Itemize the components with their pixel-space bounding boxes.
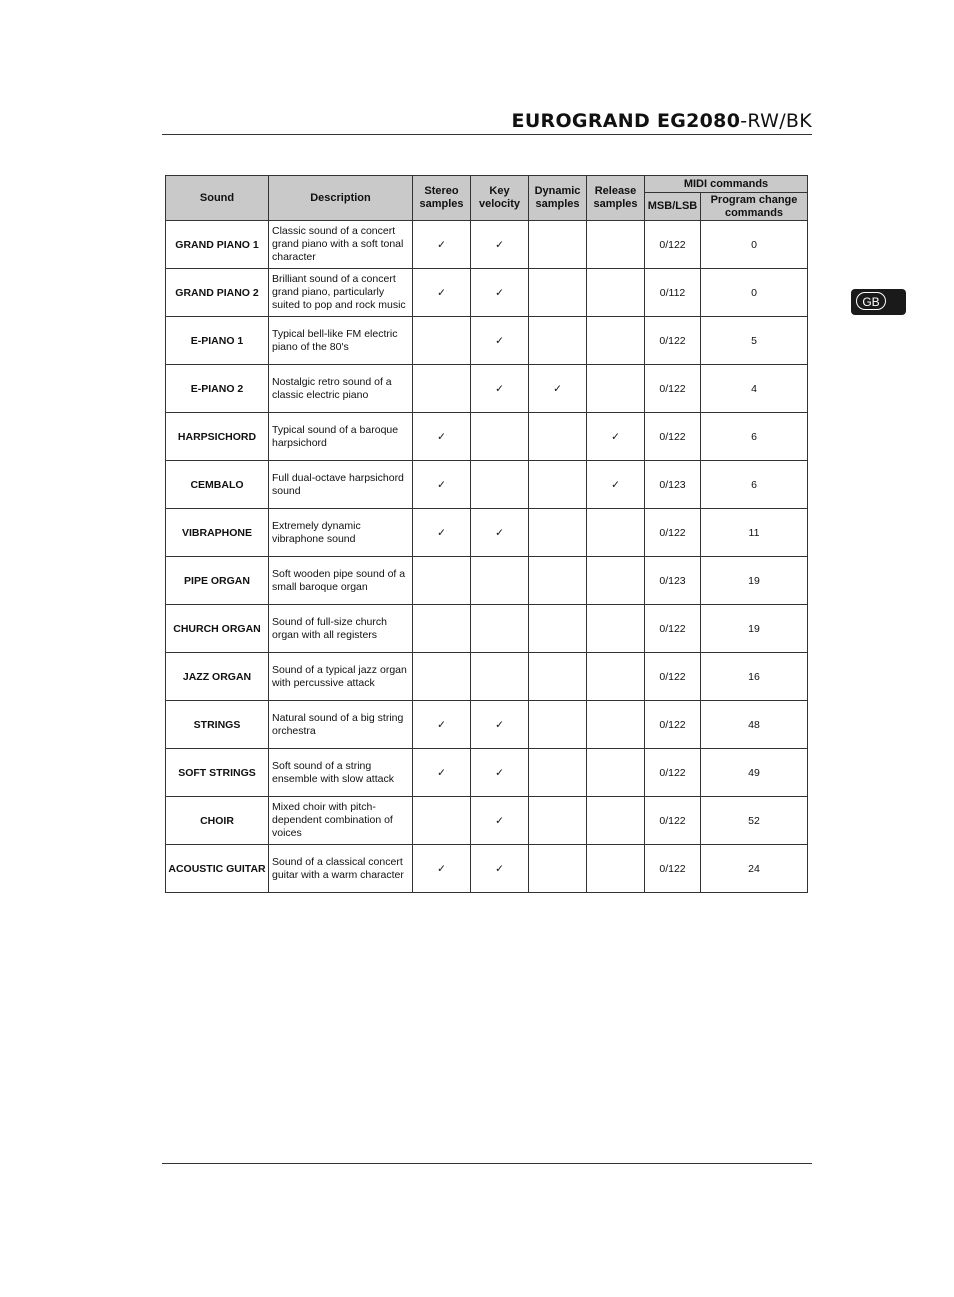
dynamic-check-cell bbox=[529, 797, 587, 845]
header-stereo-samples: Stereo samples bbox=[413, 176, 471, 221]
program-change-cell: 0 bbox=[701, 269, 808, 317]
msb-lsb-cell: 0/122 bbox=[645, 701, 701, 749]
table-row bbox=[166, 365, 808, 413]
stereo-check-cell bbox=[413, 845, 471, 893]
check-mark-icon: ✓ bbox=[611, 430, 620, 443]
check-mark-icon: ✓ bbox=[495, 526, 504, 539]
stereo-check-cell bbox=[413, 461, 471, 509]
table-row bbox=[166, 653, 808, 701]
msb-lsb-cell: 0/112 bbox=[645, 269, 701, 317]
dynamic-check-cell bbox=[529, 461, 587, 509]
program-change-cell: 6 bbox=[701, 461, 808, 509]
dynamic-check-cell bbox=[529, 413, 587, 461]
sound-description-cell: Sound of a typical jazz organ with percussive attack bbox=[269, 653, 413, 701]
table-row bbox=[166, 509, 808, 557]
stereo-check-cell bbox=[413, 653, 471, 701]
key-check-cell bbox=[471, 365, 529, 413]
table-row bbox=[166, 701, 808, 749]
release-check-cell bbox=[587, 605, 645, 653]
table-row bbox=[166, 317, 808, 365]
check-mark-icon: ✓ bbox=[437, 862, 446, 875]
stereo-check-cell bbox=[413, 605, 471, 653]
header-key-velocity: Key velocity bbox=[471, 176, 529, 221]
header-divider bbox=[162, 134, 812, 135]
release-check-cell bbox=[587, 749, 645, 797]
table-row bbox=[166, 845, 808, 893]
msb-lsb-cell: 0/122 bbox=[645, 317, 701, 365]
program-change-cell: 4 bbox=[701, 365, 808, 413]
sound-description-cell: Mixed choir with pitch-dependent combination of voices bbox=[269, 797, 413, 845]
language-tab-label: GB bbox=[856, 292, 886, 310]
msb-lsb-cell: 0/122 bbox=[645, 221, 701, 269]
table-row bbox=[166, 413, 808, 461]
sound-description-cell: Classic sound of a concert grand piano with a soft tonal character bbox=[269, 221, 413, 269]
table-row bbox=[166, 605, 808, 653]
sound-description-cell: Sound of a classical concert guitar with a warm character bbox=[269, 845, 413, 893]
stereo-check-cell bbox=[413, 509, 471, 557]
check-mark-icon: ✓ bbox=[437, 766, 446, 779]
sound-name-cell: E-PIANO 1 bbox=[166, 317, 269, 365]
sound-name-cell: JAZZ ORGAN bbox=[166, 653, 269, 701]
check-mark-icon: ✓ bbox=[495, 862, 504, 875]
sound-name-cell: GRAND PIANO 2 bbox=[166, 269, 269, 317]
dynamic-check-cell bbox=[529, 605, 587, 653]
stereo-check-cell bbox=[413, 797, 471, 845]
check-mark-icon: ✓ bbox=[437, 286, 446, 299]
sound-name-cell: STRINGS bbox=[166, 701, 269, 749]
program-change-cell: 24 bbox=[701, 845, 808, 893]
table-row bbox=[166, 797, 808, 845]
header-sound: Sound bbox=[166, 176, 269, 221]
check-mark-icon: ✓ bbox=[437, 238, 446, 251]
footer-divider bbox=[162, 1163, 812, 1164]
stereo-check-cell bbox=[413, 317, 471, 365]
stereo-check-cell bbox=[413, 701, 471, 749]
key-check-cell bbox=[471, 317, 529, 365]
dynamic-check-cell bbox=[529, 653, 587, 701]
program-change-cell: 11 bbox=[701, 509, 808, 557]
page-header-title bbox=[512, 110, 812, 133]
msb-lsb-cell: 0/122 bbox=[645, 413, 701, 461]
key-check-cell bbox=[471, 797, 529, 845]
check-mark-icon: ✓ bbox=[495, 766, 504, 779]
table-row bbox=[166, 221, 808, 269]
check-mark-icon: ✓ bbox=[495, 718, 504, 731]
stereo-check-cell bbox=[413, 221, 471, 269]
sound-table-body bbox=[166, 221, 808, 893]
table-row bbox=[166, 557, 808, 605]
dynamic-check-cell bbox=[529, 749, 587, 797]
release-check-cell bbox=[587, 221, 645, 269]
msb-lsb-cell: 0/122 bbox=[645, 365, 701, 413]
key-check-cell bbox=[471, 413, 529, 461]
check-mark-icon: ✓ bbox=[495, 238, 504, 251]
release-check-cell bbox=[587, 317, 645, 365]
sound-description-cell: Soft wooden pipe sound of a small baroque organ bbox=[269, 557, 413, 605]
check-mark-icon: ✓ bbox=[437, 478, 446, 491]
table-row bbox=[166, 461, 808, 509]
msb-lsb-cell: 0/122 bbox=[645, 845, 701, 893]
sound-table bbox=[165, 175, 808, 893]
header-release-samples: Release samples bbox=[587, 176, 645, 221]
key-check-cell bbox=[471, 557, 529, 605]
key-check-cell bbox=[471, 845, 529, 893]
key-check-cell bbox=[471, 221, 529, 269]
sound-name-cell: PIPE ORGAN bbox=[166, 557, 269, 605]
msb-lsb-cell: 0/123 bbox=[645, 557, 701, 605]
brand-name: EUROGRAND EG2080 bbox=[511, 110, 741, 132]
check-mark-icon: ✓ bbox=[495, 334, 504, 347]
program-change-cell: 6 bbox=[701, 413, 808, 461]
release-check-cell bbox=[587, 269, 645, 317]
check-mark-icon: ✓ bbox=[437, 430, 446, 443]
sound-name-cell: VIBRAPHONE bbox=[166, 509, 269, 557]
check-mark-icon: ✓ bbox=[437, 718, 446, 731]
program-change-cell: 5 bbox=[701, 317, 808, 365]
program-change-cell: 19 bbox=[701, 557, 808, 605]
key-check-cell bbox=[471, 509, 529, 557]
release-check-cell bbox=[587, 365, 645, 413]
program-change-cell: 48 bbox=[701, 701, 808, 749]
sound-description-cell: Soft sound of a string ensemble with slow attack bbox=[269, 749, 413, 797]
sound-name-cell: E-PIANO 2 bbox=[166, 365, 269, 413]
check-mark-icon: ✓ bbox=[553, 382, 562, 395]
sound-description-cell: Nostalgic retro sound of a classic electric piano bbox=[269, 365, 413, 413]
key-check-cell bbox=[471, 461, 529, 509]
stereo-check-cell bbox=[413, 269, 471, 317]
sound-description-cell: Full dual-octave harpsichord sound bbox=[269, 461, 413, 509]
dynamic-check-cell bbox=[529, 701, 587, 749]
sound-name-cell: ACOUSTIC GUITAR bbox=[166, 845, 269, 893]
release-check-cell bbox=[587, 461, 645, 509]
sound-name-cell: HARPSICHORD bbox=[166, 413, 269, 461]
check-mark-icon: ✓ bbox=[495, 382, 504, 395]
release-check-cell bbox=[587, 797, 645, 845]
stereo-check-cell bbox=[413, 749, 471, 797]
stereo-check-cell bbox=[413, 557, 471, 605]
sound-description-cell: Brilliant sound of a concert grand piano, particularly suited to pop and rock music bbox=[269, 269, 413, 317]
header-midi-commands: MIDI commands bbox=[645, 176, 808, 193]
release-check-cell bbox=[587, 701, 645, 749]
program-change-cell: 19 bbox=[701, 605, 808, 653]
program-change-cell: 49 bbox=[701, 749, 808, 797]
stereo-check-cell bbox=[413, 413, 471, 461]
table-row bbox=[166, 269, 808, 317]
check-mark-icon: ✓ bbox=[437, 526, 446, 539]
release-check-cell bbox=[587, 413, 645, 461]
sound-name-cell: CEMBALO bbox=[166, 461, 269, 509]
msb-lsb-cell: 0/122 bbox=[645, 509, 701, 557]
key-check-cell bbox=[471, 653, 529, 701]
release-check-cell bbox=[587, 845, 645, 893]
msb-lsb-cell: 0/122 bbox=[645, 653, 701, 701]
header-dynamic-samples: Dynamic samples bbox=[529, 176, 587, 221]
header-msb-lsb: MSB/LSB bbox=[645, 193, 701, 221]
language-tab bbox=[851, 289, 906, 315]
program-change-cell: 0 bbox=[701, 221, 808, 269]
dynamic-check-cell bbox=[529, 221, 587, 269]
dynamic-check-cell bbox=[529, 509, 587, 557]
model-suffix: -RW/BK bbox=[740, 110, 812, 132]
dynamic-check-cell bbox=[529, 557, 587, 605]
stereo-check-cell bbox=[413, 365, 471, 413]
header-program-change: Program change commands bbox=[701, 193, 808, 221]
check-mark-icon: ✓ bbox=[495, 814, 504, 827]
msb-lsb-cell: 0/123 bbox=[645, 461, 701, 509]
dynamic-check-cell bbox=[529, 845, 587, 893]
sound-description-cell: Sound of full-size church organ with all registers bbox=[269, 605, 413, 653]
release-check-cell bbox=[587, 653, 645, 701]
release-check-cell bbox=[587, 557, 645, 605]
sound-name-cell: SOFT STRINGS bbox=[166, 749, 269, 797]
release-check-cell bbox=[587, 509, 645, 557]
dynamic-check-cell bbox=[529, 317, 587, 365]
msb-lsb-cell: 0/122 bbox=[645, 797, 701, 845]
sound-description-cell: Natural sound of a big string orchestra bbox=[269, 701, 413, 749]
program-change-cell: 52 bbox=[701, 797, 808, 845]
dynamic-check-cell bbox=[529, 269, 587, 317]
check-mark-icon: ✓ bbox=[611, 478, 620, 491]
sound-description-cell: Typical bell-like FM electric piano of the 80's bbox=[269, 317, 413, 365]
check-mark-icon: ✓ bbox=[495, 286, 504, 299]
table-row bbox=[166, 749, 808, 797]
sound-description-cell: Typical sound of a baroque harpsichord bbox=[269, 413, 413, 461]
sound-description-cell: Extremely dynamic vibraphone sound bbox=[269, 509, 413, 557]
key-check-cell bbox=[471, 269, 529, 317]
key-check-cell bbox=[471, 701, 529, 749]
msb-lsb-cell: 0/122 bbox=[645, 605, 701, 653]
sound-name-cell: GRAND PIANO 1 bbox=[166, 221, 269, 269]
key-check-cell bbox=[471, 749, 529, 797]
msb-lsb-cell: 0/122 bbox=[645, 749, 701, 797]
sound-name-cell: CHOIR bbox=[166, 797, 269, 845]
dynamic-check-cell bbox=[529, 365, 587, 413]
key-check-cell bbox=[471, 605, 529, 653]
program-change-cell: 16 bbox=[701, 653, 808, 701]
sound-name-cell: CHURCH ORGAN bbox=[166, 605, 269, 653]
header-description: Description bbox=[269, 176, 413, 221]
